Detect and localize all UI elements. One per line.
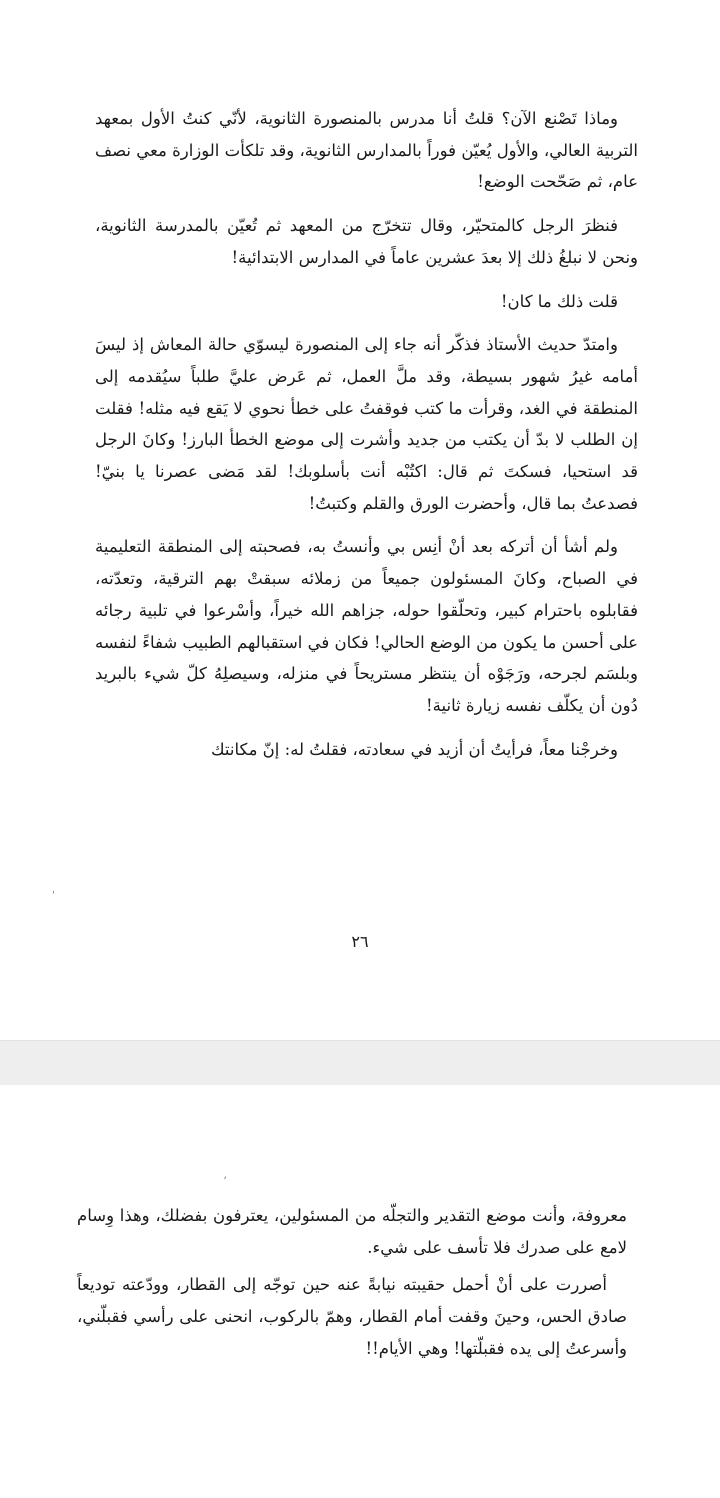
paragraph: أصررت على أنْ أحمل حقيبته نيابةً عنه حين توجّه إلى القطار، وودّعته توديعاً صادق الحس، وحينَ وقفت أمام القطار، وهمّ بالركوب، انحنى على رأسي فقبلّني، وأسرعتُ إلى يده فقبلّتها! وهي الأيام!! [77,1274,627,1359]
upper-page-text [95,103,638,765]
book-page-lower [0,1085,720,1498]
paragraph: وامتدّ حديث الأستاذ فذكّر أنه جاء إلى المنصورة ليسوّي حالة المعاش إذ ليسَ أمامه غيرُ شهور بسيطة، وقد ملَّ العمل، ثم عَرض عليَّ طلباً سيُقدمه إلى المنطقة في الغد، وقرأت ما كتب فوقفتُ على خطأ نحوي لا يَقع فيه مثله! فقلت إن الطلب لا بدّ أن يكتب من جديد وأشرت إلى موضع الخطأ البارز! وكانَ الرجل قد استحيا، فسكتَ ثم قال: اكتُبْه أنت بأسلوبك! لقد مَضى عصرنا يا بنيّ! فصدعتُ بما قال، وأحضرت الورق والقلم وكتبتُ! [95,335,638,513]
paragraph: معروفة، وأنت موضع التقدير والتجلّه من المسئولين، يعترفون بفضلك، وهذا وِسام لامع على صدرك فلا تأسف على شيء. [77,1206,627,1258]
lower-page-text [77,1200,627,1365]
paragraph: وماذا تَصْنع الآن؟ قلتُ أنا مدرس بالمنصورة الثانوية، لأنّي كنتُ الأول بمعهد التربية العالي، والأول يُعيّن فوراً بالمدارس الثانوية، وقد تلكأت الوزارة معي نصف عام، ثم صَحّحت الوضع! [95,109,638,192]
speck-mark: ʼ [223,1175,227,1188]
paragraph: وخرجْنا معاً، فرأيتُ أن أزيد في سعادته، فقلتُ له: إنّ مكانتك [210,739,618,759]
speck-mark: ˌ [52,882,56,895]
page-separator [0,1040,720,1086]
paragraph: فنظرَ الرجل كالمتحيّر، وقال تتخرّج من المعهد ثم تُعيّن بالمدرسة الثانوية، ونحن لا نبلغُ ذلك إلا بعدَ عشرين عاماً في المدارس الابتدائية! [95,216,638,267]
paragraph: ولم أشأ أن أتركه بعد أنْ أنِس بي وأنستُ به، فصحبته إلى المنطقة التعليمية في الصباح، وكانَ المسئولون جميعاً من زملائه سبقتْ بهم الترقية، وتعدّته، فقابلوه باحترام كبير، وتحلّقوا حوله، جزاهم الله خيراً، وأسْرعوا في تلبية رجائه على أحسن ما يكون من الوضع الحالي! فكان في استقبالهم الطبيب شفاءً لنفسه وبلسَم لجرحه، ورَجَوْه أن ينتظر مستريحاً في منزله، وسيصلِهُ كلّ شيء بالبريد دُون أن يكلّف نفسه زيارة ثانية! [95,537,638,715]
page-number: ٢٦ [351,932,369,951]
paragraph: قلت ذلك ما كان! [500,291,618,311]
